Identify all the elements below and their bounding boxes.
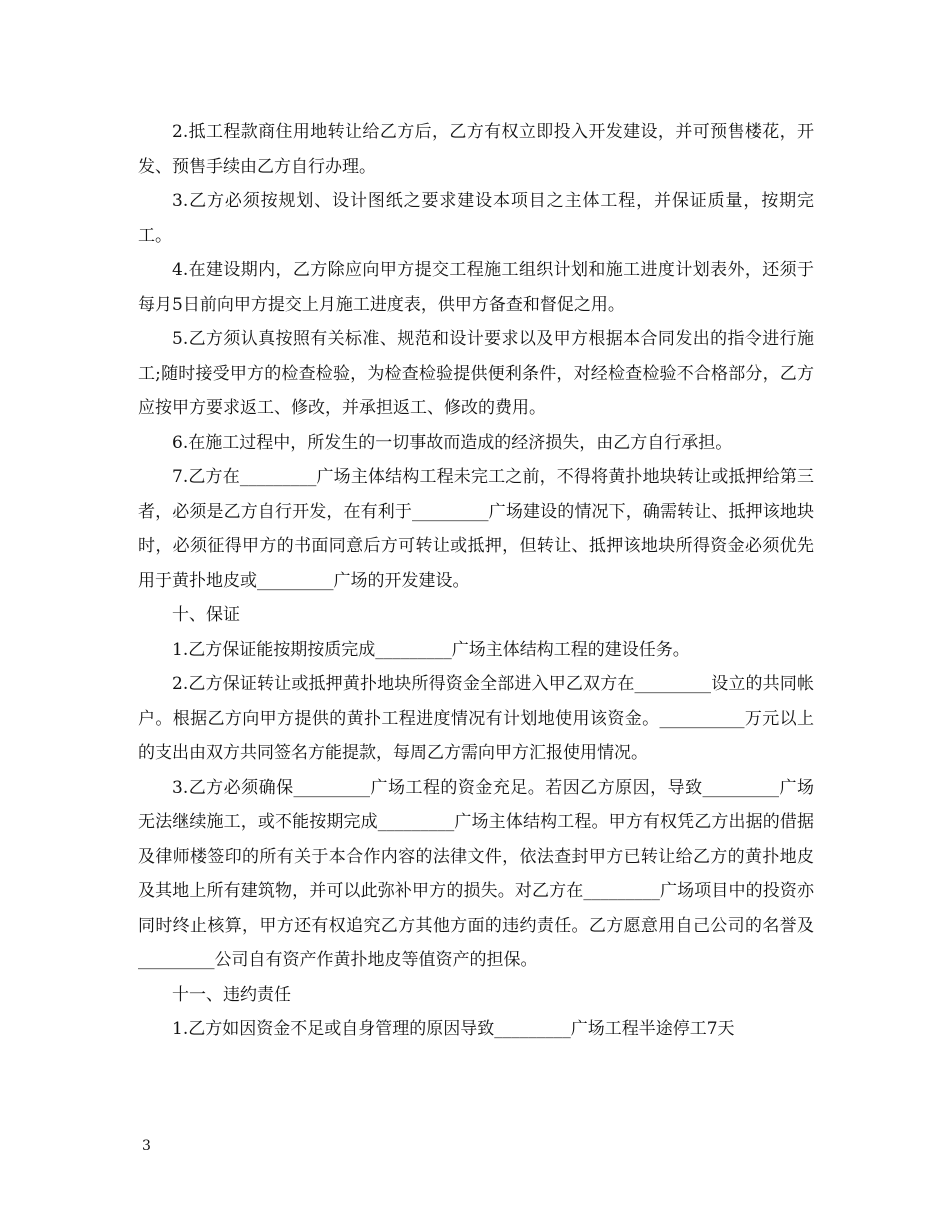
section-heading-guarantee: 十、保证	[172, 605, 240, 625]
paragraph-clause-10-1: 1.乙方保证能按期按质完成_________广场主体结构工程的建设任务。	[172, 639, 690, 660]
paragraph-clause-9-3: 3.乙方必须按规划、设计图纸之要求建设本项目之主体工程，并保证质量，按期完工。	[138, 191, 814, 246]
document-body	[138, 115, 814, 1047]
page-number: 3	[142, 1138, 151, 1154]
paragraph-clause-9-5: 5.乙方须认真按照有关标准、规范和设计要求以及甲方根据本合同发出的指令进行施工;随时接受甲方的检查检验，为检查检验提供便利条件，对经检查检验不合格部分，乙方应按甲方要求返工、修改，并承担返工、修改的费用。	[138, 329, 814, 418]
paragraph-clause-9-2: 2.抵工程款商住用地转让给乙方后，乙方有权立即投入开发建设，并可预售楼花，开发、预售手续由乙方自行办理。	[138, 122, 814, 177]
paragraph-clause-10-3: 3.乙方必须确保_________广场工程的资金充足。若因乙方原因，导致_________广场无法继续施工，或不能按期完成_________广场主体结构工程。甲方有权凭乙方出据的借据及律师楼签印的所有关于本合作内容的法律文件，依法查封甲方已转让给乙方的黄扑地皮及其地上所有建筑物，并可以此弥补甲方的损失。对乙方在_________广场项目中的投资亦同时终止核算，甲方还有权追究乙方其他方面的违约责任。乙方愿意用自己公司的名誉及_________公司自有资产作黄扑地皮等值资产的担保。	[138, 777, 814, 970]
paragraph-clause-9-7: 7.乙方在_________广场主体结构工程未完工之前，不得将黄扑地块转让或抵押给第三者，必须是乙方自行开发，在有利于_________广场建设的情况下，确需转让、抵押该地块时，必须征得甲方的书面同意后方可转让或抵押，但转让、抵押该地块所得资金必须优先用于黄扑地皮或_________广场的开发建设。	[138, 467, 814, 591]
paragraph-clause-9-4: 4.在建设期内，乙方除应向甲方提交工程施工组织计划和施工进度计划表外，还须于每月5日前向甲方提交上月施工进度表，供甲方备查和督促之用。	[138, 260, 814, 315]
paragraph-clause-10-2: 2.乙方保证转让或抵押黄扑地块所得资金全部进入甲乙双方在_________设立的共同帐户。根据乙方向甲方提供的黄扑工程进度情况有计划地使用该资金。__________万元以上的支出由双方共同签名方能提款，每周乙方需向甲方汇报使用情况。	[138, 674, 814, 763]
paragraph-clause-9-6: 6.在施工过程中，所发生的一切事故而造成的经济损失，由乙方自行承担。	[172, 432, 733, 453]
paragraph-clause-11-1: 1.乙方如因资金不足或自身管理的原因导致_________广场工程半途停工7天	[172, 1019, 735, 1039]
section-heading-liability: 十一、违约责任	[172, 984, 291, 1005]
